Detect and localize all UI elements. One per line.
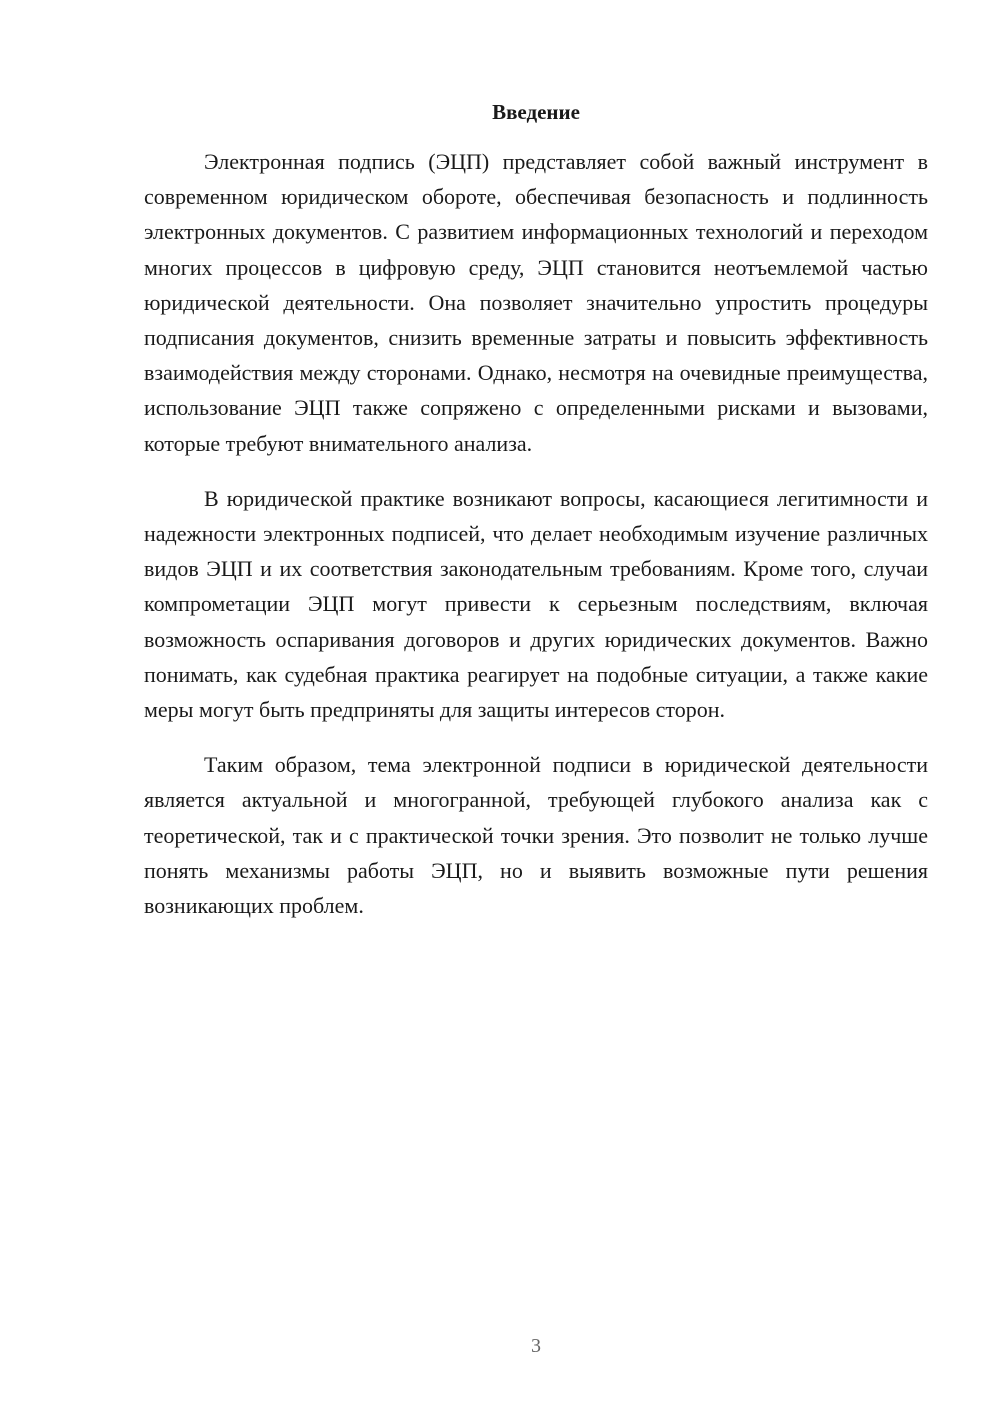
page-number: 3 xyxy=(531,1335,541,1357)
paragraph-2: В юридической практике возникают вопросы, касающиеся легитимности и надежности электронных подписей, что делает необходимым изучение различных видов ЭЦП и их соответствия законодательным требованиям. Кроме того, случаи компрометации ЭЦП могут привести к серьезным последствиям, включая возможность оспаривания договоров и других юридических документов. Важно понимать, как судебная практика реагирует на подобные ситуации, а также какие меры могут быть предприняты для защиты интересов сторон. xyxy=(144,485,928,723)
document-body xyxy=(144,97,928,923)
paragraph-3: Таким образом, тема электронной подписи в юридической деятельности является актуальной и многогранной, требующей глубокого анализа как с теоретической, так и с практической точки зрения. Это позволит не только лучше понять механизмы работы ЭЦП, но и выявить возможные пути решения возникающих проблем. xyxy=(144,752,928,919)
paragraph-1: Электронная подпись (ЭЦП) представляет собой важный инструмент в современном юридическом обороте, обеспечивая безопасность и подлинность электронных документов. С развитием информационных технологий и переходом многих процессов в цифровую среду, ЭЦП становится неотъемлемой частью юридической деятельности. Она позволяет значительно упростить процедуры подписания документов, снизить временные затраты и повысить эффективность взаимодействия между сторонами. Однако, несмотря на очевидные преимущества, использование ЭЦП также сопряжено с определенными рисками и вызовами, которые требуют внимательного анализа. xyxy=(144,149,928,456)
section-title: Введение xyxy=(492,100,580,124)
